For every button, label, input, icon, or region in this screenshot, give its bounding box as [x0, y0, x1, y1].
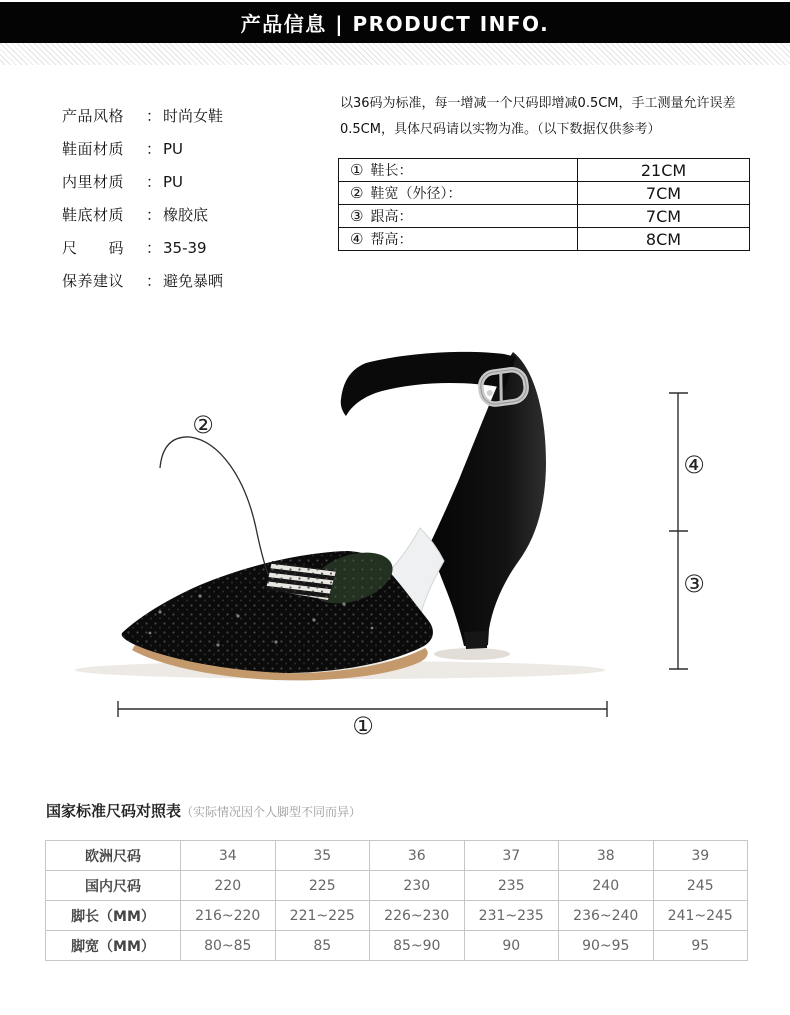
size-cell: 35 [275, 841, 370, 871]
annotation-heel-height: ③ [683, 570, 705, 598]
attribute-colon: ： [146, 140, 162, 158]
attribute-row [62, 264, 223, 297]
size-cell: 95 [653, 931, 748, 961]
width-callout-curve [160, 437, 268, 574]
measurement-label: 鞋长： [370, 163, 413, 179]
attribute-label: 鞋底材质 [62, 206, 125, 224]
size-cell: 34 [181, 841, 276, 871]
size-cell: 90 [464, 931, 559, 961]
shoe-heel-counter [428, 352, 546, 646]
size-cell: 38 [559, 841, 654, 871]
size-cell: 225 [275, 871, 370, 901]
attribute-row [62, 231, 223, 264]
attribute-value: 35-39 [163, 238, 207, 257]
row-header: 欧洲尺码 [46, 841, 181, 871]
attribute-colon: ： [146, 239, 162, 257]
size-cell: 240 [559, 871, 654, 901]
measurement-label: 鞋宽（外径）： [370, 186, 462, 202]
size-cell: 231~235 [464, 901, 559, 931]
hatch-divider [0, 43, 790, 65]
attribute-value: PU [163, 172, 184, 191]
attribute-row [62, 99, 223, 132]
attribute-label: 尺 码 [62, 239, 125, 257]
table-row [46, 901, 748, 931]
banner [0, 2, 790, 43]
measurement-label: 帮高： [370, 232, 413, 248]
measurement-row [339, 205, 750, 228]
table-row [46, 871, 748, 901]
attribute-colon: ： [146, 173, 162, 191]
size-note: 以36码为标准，每一增减一个尺码即增减0.5CM，手工测量允许误差0.5CM，具体尺码请以实物为准。（以下数据仅供参考） [340, 96, 736, 137]
size-chart-table [45, 840, 748, 961]
measurement-index: ① [350, 161, 364, 179]
size-chart-subtitle: （实际情况因个人脚型不同而异） [181, 805, 362, 819]
size-cell: 220 [181, 871, 276, 901]
size-chart-title [46, 800, 361, 821]
measurement-index: ② [350, 184, 364, 202]
heel-shadow [434, 648, 510, 660]
attribute-colon: ： [146, 107, 162, 125]
size-cell: 221~225 [275, 901, 370, 931]
size-cell: 236~240 [559, 901, 654, 931]
attribute-label: 鞋面材质 [62, 140, 125, 158]
attribute-label: 内里材质 [62, 173, 125, 191]
attribute-colon: ： [146, 206, 162, 224]
size-cell: 90~95 [559, 931, 654, 961]
measurement-value: 21CM [578, 159, 750, 182]
attribute-value: PU [163, 139, 184, 158]
annotation-upper-height: ④ [683, 451, 705, 479]
size-cell: 85~90 [370, 931, 465, 961]
attribute-value: 橡胶底 [163, 206, 209, 224]
table-row [46, 841, 748, 871]
size-cell: 39 [653, 841, 748, 871]
attribute-label: 保养建议 [62, 272, 125, 290]
row-header: 脚宽（MM） [46, 931, 181, 961]
measurement-label: 跟高： [370, 209, 413, 225]
measurement-row [339, 182, 750, 205]
size-cell: 241~245 [653, 901, 748, 931]
size-cell: 230 [370, 871, 465, 901]
heel-tip [464, 631, 488, 649]
attribute-value: 时尚女鞋 [163, 107, 224, 125]
size-cell: 226~230 [370, 901, 465, 931]
banner-title: 产品信息 | PRODUCT INFO. [240, 12, 550, 36]
measurement-index: ④ [350, 230, 364, 248]
size-cell: 36 [370, 841, 465, 871]
attribute-colon: ： [146, 272, 162, 290]
attribute-row [62, 165, 223, 198]
annotation-length: ① [352, 712, 374, 740]
rhinestone-overlay [122, 551, 433, 673]
size-cell: 216~220 [181, 901, 276, 931]
measurement-row [339, 159, 750, 182]
measurement-table [338, 158, 750, 251]
row-header: 国内尺码 [46, 871, 181, 901]
attribute-value: 避免暴晒 [163, 272, 224, 290]
size-cell: 85 [275, 931, 370, 961]
size-cell: 37 [464, 841, 559, 871]
shoe-figure [0, 330, 790, 760]
measurement-value: 7CM [578, 182, 750, 205]
annotation-width: ② [192, 411, 214, 439]
measurement-value: 7CM [578, 205, 750, 228]
measurement-value: 8CM [578, 228, 750, 251]
size-cell: 80~85 [181, 931, 276, 961]
attribute-row [62, 198, 223, 231]
row-header: 脚长（MM） [46, 901, 181, 931]
size-chart-title-main: 国家标准尺码对照表 [46, 802, 182, 820]
size-cell: 245 [653, 871, 748, 901]
attribute-list [62, 99, 223, 297]
measurement-row [339, 228, 750, 251]
attribute-row [62, 132, 223, 165]
measurement-index: ③ [350, 207, 364, 225]
table-row [46, 931, 748, 961]
attribute-label: 产品风格 [62, 107, 125, 125]
size-cell: 235 [464, 871, 559, 901]
